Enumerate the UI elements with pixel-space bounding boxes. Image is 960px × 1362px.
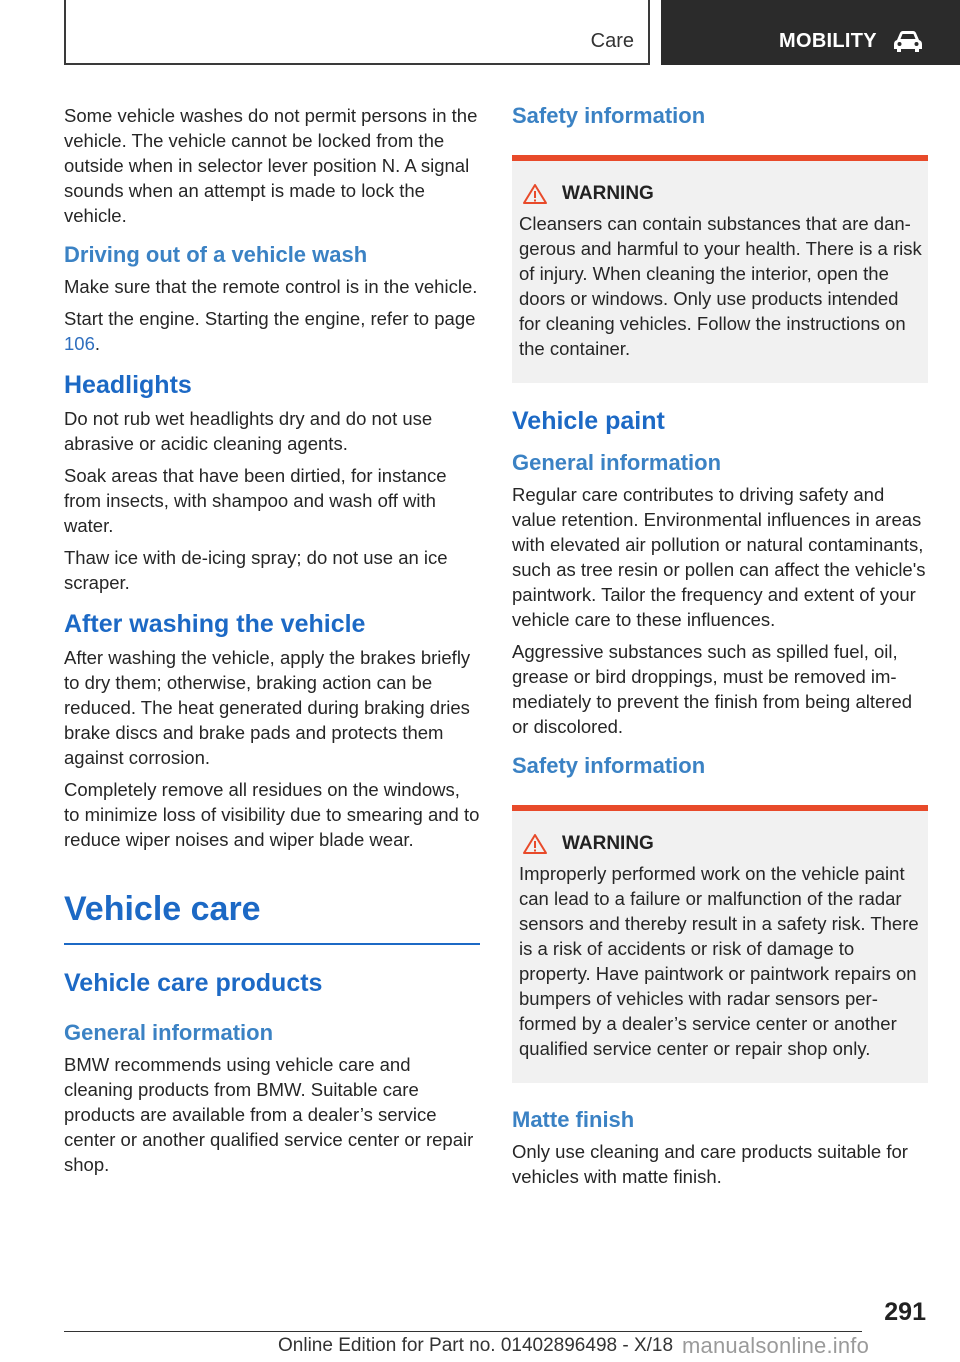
heading-headlights: Headlights (64, 371, 192, 399)
header-chapter-tab (661, 0, 960, 65)
heading-driving-out: Driving out of a vehicle wash (64, 242, 368, 267)
footer-edition: Online Edition for Part no. 01402896498 - X/18 (278, 1335, 674, 1356)
right-column (512, 103, 928, 1196)
page-number: 291 (884, 1298, 926, 1326)
heading-general-information: General information (64, 1020, 274, 1045)
warning-title: WARNING (519, 833, 922, 855)
watermark: manualsonline.info (682, 1333, 870, 1358)
warning-triangle-icon (522, 833, 548, 855)
paragraph-after-washing-2: Completely remove all residues on the windows, to minimize loss of visibility due to smearing and to reduce wiper noises and wiper blade wear. (64, 779, 480, 850)
paragraph-headlights-2: Soak areas that have been dirtied, for instance from insects, with shampoo and wash off with water. (64, 465, 447, 536)
paragraph-matte-finish: Only use cleaning and care products suitable for vehicles with matte finish. (512, 1141, 908, 1187)
section-title: Care (590, 30, 634, 52)
warning-title: WARNING (519, 183, 922, 205)
heading-after-washing: After washing the vehicle (64, 610, 366, 638)
paragraph-general-information: BMW recommends using vehicle care and cleaning products from BMW. Suitable care products are available from a dealer’s service center or another qualified service center or repair shop. (64, 1054, 474, 1175)
header-section-tab (64, 0, 650, 65)
heading-care-products: Vehicle care products (64, 969, 323, 997)
left-column (64, 103, 480, 1184)
warning-box-cleansers (512, 155, 928, 383)
paragraph-vehicle-wash: Some vehicle washes do not permit persons in the vehicle. The vehicle cannot be locked from the outside when in selector lever position N. A signal sounds when an attempt is made to lock the vehicle. (64, 105, 478, 226)
warning-text-cleansers: Cleansers can contain substances that are dangerous and harmful to your health. There is a risk of injury. When cleaning the interior, open the doors or windows. Only use products intended for cleaning vehicles. Follow the instructions on the container. (519, 213, 922, 359)
warning-box-radar (512, 805, 928, 1083)
heading-vehicle-paint: Vehicle paint (512, 407, 665, 435)
paragraph-after-washing-1: After washing the vehicle, apply the brakes briefly to dry them; otherwise, braking action can be reduced. The heat generated during braking dries brake discs and brake pads and protects them against corrosion. (64, 647, 471, 768)
heading-safety-information-2: Safety information (512, 753, 706, 778)
chapter-title: MOBILITY (779, 30, 877, 52)
paragraph-paint-2: Aggressive substances such as spilled fuel, oil, grease or bird droppings, must be removed immediately to prevent the finish from being altered or discolored. (512, 641, 913, 737)
paragraph-headlights-3: Thaw ice with de-icing spray; do not use an ice scraper. (64, 547, 448, 593)
heading-safety-information-1: Safety information (512, 103, 706, 128)
paragraph-paint-1: Regular care contributes to driving safety and value retention. Environmental influences in areas with elevated air pollution or natural contaminants, such as tree resin or pollen can affect the vehicle's paintwork. Tailor the frequency and extent of your vehicle care to these influences. (512, 484, 926, 630)
paragraph-start-engine: Start the engine. Starting the engine, refer to page 106. (64, 308, 476, 354)
paragraph-headlights-1: Do not rub wet headlights dry and do not use abrasive or acidic cleaning agents. (64, 408, 433, 454)
heading-vehicle-care: Vehicle care (64, 890, 480, 945)
paragraph-remote-control: Make sure that the remote control is in the vehicle. (64, 276, 478, 297)
heading-general-information-2: General information (512, 450, 722, 475)
heading-matte-finish: Matte finish (512, 1107, 635, 1132)
page-reference-link[interactable]: 106 (64, 333, 95, 354)
car-icon (892, 28, 924, 54)
warning-triangle-icon (522, 183, 548, 205)
warning-text-radar: Improperly performed work on the vehicle paint can lead to a failure or malfunction of the radar sensors and thereby result in a safety risk. There is a risk of accidents or risk of damage to property. Have paintwork or paintwork repairs on bumpers of vehicles with radar sensors performed by a dealer’s service center or another qualified service center or repair shop only. (519, 863, 919, 1059)
footer-divider (64, 1331, 862, 1332)
